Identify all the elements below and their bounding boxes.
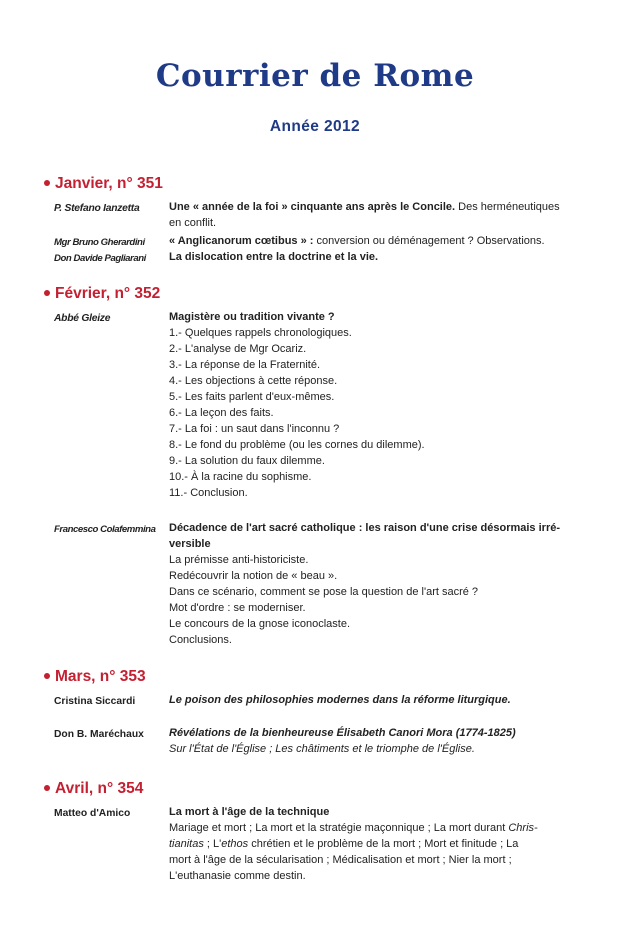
- entry-text-italic: Chris-: [508, 822, 538, 834]
- toc-item: 10.- À la racine du sophisme.: [169, 471, 312, 483]
- entry-title: Une « année de la foi » cinquante ans après le Concile.: [169, 201, 456, 213]
- entry-damico: [169, 804, 588, 884]
- entry-text-italic: tianitas: [169, 838, 204, 850]
- bullet-icon: [44, 180, 50, 186]
- entry-title: Décadence de l'art sacré catholique : les raison d'une crise désormais irré-: [169, 522, 561, 534]
- entry-text-italic: ethos: [221, 838, 249, 850]
- entry-text: ; L': [203, 838, 222, 850]
- entry-text: L'euthanasie comme destin.: [169, 870, 306, 882]
- entry-ianzetta: [169, 199, 588, 231]
- entry-title-cont: versible: [169, 538, 211, 550]
- section-avril-label: Avril, n° 354: [55, 780, 144, 797]
- entry-text: conversion ou déménagement ? Observations.: [313, 235, 545, 247]
- toc-item: 3.- La réponse de la Fraternité.: [169, 359, 321, 371]
- section-fevrier-heading: [44, 285, 160, 303]
- entry-title: La mort à l'âge de la technique: [169, 806, 330, 818]
- section-fevrier-label: Février, n° 352: [55, 285, 161, 302]
- entry-title: Le poison des philosophies modernes dans la réforme liturgique.: [169, 694, 511, 706]
- author-colafemmina: Francesco Colafemmina: [54, 524, 156, 535]
- author-siccardi: Cristina Siccardi: [54, 696, 136, 707]
- toc-item: Le concours de la gnose iconoclaste.: [169, 618, 351, 630]
- toc-item: 2.- L'analyse de Mgr Ocariz.: [169, 343, 307, 355]
- entry-title: « Anglicanorum cœtibus » :: [169, 235, 314, 247]
- year-heading: [0, 118, 630, 136]
- entry-text: chrétien et le problème de la mort ; Mort et finitude ; La: [248, 838, 519, 850]
- author-gherardini: Mgr Bruno Gherardini: [54, 237, 145, 248]
- entry-text: Des herméneutiques: [455, 201, 560, 213]
- entry-text: mort à l'âge de la sécularisation ; Médicalisation et mort ; Nier la mort ;: [169, 854, 512, 866]
- section-janvier-heading: [44, 175, 163, 193]
- toc-item: 4.- Les objections à cette réponse.: [169, 375, 338, 387]
- toc-item: Dans ce scénario, comment se pose la question de l'art sacré ?: [169, 586, 479, 598]
- section-janvier-label: Janvier, n° 351: [55, 175, 163, 192]
- entry-marechaux: [169, 725, 588, 757]
- entry-text: Mariage et mort ; La mort et la stratégie maçonnique ; La mort durant: [169, 822, 509, 834]
- toc-item: 5.- Les faits parlent d'eux-mêmes.: [169, 391, 335, 403]
- author-gleize: Abbé Gleize: [54, 313, 111, 324]
- entry-title: La dislocation entre la doctrine et la vie.: [169, 251, 379, 263]
- section-mars-label: Mars, n° 353: [55, 668, 146, 685]
- toc-item: Mot d'ordre : se moderniser.: [169, 602, 306, 614]
- entry-pagliarani: [169, 249, 588, 265]
- section-mars-heading: [44, 668, 146, 686]
- entry-title: Magistère ou tradition vivante ?: [169, 311, 335, 323]
- entry-title: Révélations de la bienheureuse Élisabeth Canori Mora (1774-1825): [169, 727, 516, 739]
- journal-title: Courrier de Rome: [155, 58, 475, 94]
- author-damico: Matteo d'Amico: [54, 808, 131, 819]
- year-text: Année 2012: [269, 118, 361, 135]
- toc-item: 9.- La solution du faux dilemme.: [169, 455, 325, 467]
- author-pagliarani: Don Davide Pagliarani: [54, 253, 146, 264]
- entry-gleize: [169, 309, 588, 501]
- bullet-icon: [44, 785, 50, 791]
- toc-item: Conclusions.: [169, 634, 232, 646]
- bullet-icon: [44, 673, 50, 679]
- toc-item: La prémisse anti-historiciste.: [169, 554, 309, 566]
- toc-item: 6.- La leçon des faits.: [169, 407, 274, 419]
- toc-item: Redécouvrir la notion de « beau ».: [169, 570, 338, 582]
- section-avril-heading: [44, 780, 143, 798]
- author-ianzetta: P. Stefano Ianzetta: [54, 203, 140, 214]
- toc-item: 1.- Quelques rappels chronologiques.: [169, 327, 352, 339]
- toc-item: 11.- Conclusion.: [169, 487, 248, 499]
- entry-gherardini: [169, 233, 588, 249]
- toc-item: 7.- La foi : un saut dans l'inconnu ?: [169, 423, 340, 435]
- toc-item: 8.- Le fond du problème (ou les cornes du dilemme).: [169, 439, 425, 451]
- entry-text-cont: en conflit.: [169, 217, 217, 229]
- entry-siccardi: [169, 692, 588, 708]
- entry-colafemmina: [169, 520, 588, 648]
- author-marechaux: Don B. Maréchaux: [54, 729, 144, 740]
- entry-subtitle: Sur l'État de l'Église ; Les châtiments et le triomphe de l'Église.: [169, 743, 475, 755]
- bullet-icon: [44, 290, 50, 296]
